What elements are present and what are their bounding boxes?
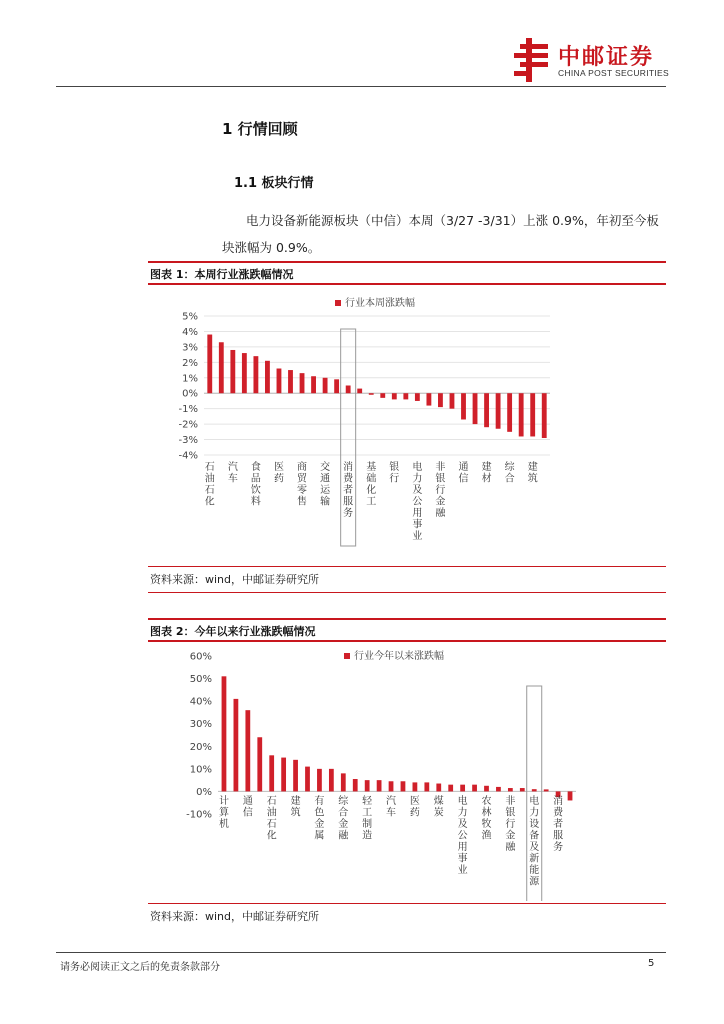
bar bbox=[219, 342, 224, 393]
figure2-top-rule bbox=[148, 618, 666, 620]
y-tick-label: -4% bbox=[178, 450, 198, 462]
bar bbox=[253, 356, 258, 393]
figure2-source: 资料来源：wind，中邮证券研究所 bbox=[150, 910, 320, 923]
figure1-top-rule bbox=[148, 261, 666, 263]
bar bbox=[207, 335, 212, 394]
ytd-industry-change-chart bbox=[148, 645, 666, 901]
subsection-heading: 1.1 板块行情 bbox=[234, 176, 314, 191]
x-category-label: 有色金属 bbox=[314, 796, 325, 842]
figure2-title: 图表 2：今年以来行业涨跌幅情况 bbox=[150, 625, 316, 638]
y-tick-label: 0% bbox=[182, 388, 198, 400]
bar bbox=[520, 788, 525, 791]
bar bbox=[277, 369, 282, 394]
bar bbox=[245, 710, 250, 791]
bar bbox=[380, 393, 385, 398]
bar bbox=[323, 378, 328, 393]
bar bbox=[401, 781, 406, 791]
x-category-label: 通信 bbox=[458, 462, 469, 485]
bar bbox=[507, 393, 512, 432]
bar bbox=[242, 353, 247, 393]
x-category-label: 电力及公用事业 bbox=[457, 796, 468, 876]
x-category-label: 建筑 bbox=[527, 462, 538, 485]
bar bbox=[508, 788, 513, 791]
bar bbox=[389, 781, 394, 791]
x-category-label: 电力设备及新能源 bbox=[529, 796, 540, 888]
bar bbox=[392, 393, 397, 399]
x-category-label: 汽车 bbox=[386, 796, 397, 819]
y-tick-label: -3% bbox=[178, 435, 198, 447]
bar bbox=[426, 393, 431, 405]
legend-label: 行业今年以来涨跌幅 bbox=[354, 651, 444, 662]
bar bbox=[424, 782, 429, 791]
y-tick-label: 40% bbox=[189, 696, 212, 708]
figure2-bottom-rule bbox=[148, 903, 666, 904]
bar bbox=[365, 780, 370, 791]
x-category-label: 消费者服务 bbox=[343, 462, 354, 519]
bar bbox=[484, 786, 489, 792]
bar bbox=[353, 779, 358, 791]
x-category-label: 煤炭 bbox=[433, 796, 444, 819]
bar bbox=[519, 393, 524, 436]
chart1-legend bbox=[335, 296, 415, 309]
bar bbox=[311, 376, 316, 393]
x-category-label: 农林牧渔 bbox=[481, 796, 492, 842]
y-tick-label: 60% bbox=[189, 651, 212, 663]
x-category-label: 食品饮料 bbox=[250, 462, 261, 508]
y-tick-label: 5% bbox=[182, 311, 198, 323]
bar bbox=[542, 393, 547, 438]
weekly-industry-change-chart bbox=[148, 288, 666, 564]
legend-label: 行业本周涨跌幅 bbox=[345, 298, 415, 309]
x-category-label: 石油石化 bbox=[266, 796, 277, 842]
bar bbox=[484, 393, 489, 427]
paragraph-line-1: 电力设备新能源板块（中信）本周（3/27 -3/31）上涨 0.9%，年初至今板 bbox=[246, 213, 659, 228]
x-category-label: 建材 bbox=[481, 462, 492, 485]
bar bbox=[461, 393, 466, 419]
y-tick-label: 2% bbox=[182, 357, 198, 369]
chart2-legend bbox=[344, 649, 444, 662]
x-category-label: 综合 bbox=[504, 462, 515, 485]
legend-swatch bbox=[344, 653, 350, 659]
bar bbox=[530, 393, 535, 436]
bar bbox=[234, 699, 239, 792]
bar bbox=[473, 393, 478, 424]
bar bbox=[496, 393, 501, 429]
bar bbox=[544, 789, 549, 791]
y-tick-label: 10% bbox=[189, 764, 212, 776]
x-category-label: 基础化工 bbox=[366, 462, 377, 508]
x-category-label: 汽车 bbox=[227, 462, 238, 485]
bar bbox=[436, 784, 441, 792]
bar bbox=[496, 787, 501, 792]
y-tick-label: 0% bbox=[196, 786, 212, 798]
bar bbox=[305, 767, 310, 792]
y-tick-label: 3% bbox=[182, 342, 198, 354]
x-category-label: 电力及公用事业 bbox=[412, 462, 423, 542]
bar bbox=[438, 393, 443, 407]
bar bbox=[472, 785, 477, 792]
bar bbox=[257, 737, 262, 791]
bar bbox=[281, 758, 286, 792]
china-post-logo-icon bbox=[512, 38, 552, 82]
header-divider bbox=[56, 86, 666, 87]
bar bbox=[317, 769, 322, 792]
bar bbox=[568, 791, 573, 800]
x-category-label: 商贸零售 bbox=[297, 462, 308, 508]
page-number: 5 bbox=[648, 958, 655, 969]
x-category-label: 综合金融 bbox=[338, 796, 349, 842]
x-category-label: 通信 bbox=[242, 796, 253, 819]
figure1-source: 资料来源：wind，中邮证券研究所 bbox=[150, 573, 320, 586]
bar bbox=[532, 789, 537, 791]
x-category-label: 非银行金融 bbox=[435, 462, 446, 519]
x-category-label: 消费者服务 bbox=[553, 796, 564, 853]
x-category-label: 医药 bbox=[273, 462, 284, 485]
bar bbox=[329, 769, 334, 792]
y-tick-label: 1% bbox=[182, 373, 198, 385]
paragraph-line-2: 块涨幅为 0.9%。 bbox=[222, 240, 321, 255]
bar bbox=[222, 676, 227, 791]
brand-name-en: CHINA POST SECURITIES bbox=[558, 68, 669, 78]
y-tick-label: 20% bbox=[189, 741, 212, 753]
figure2-title-rule bbox=[148, 640, 666, 642]
bar bbox=[369, 393, 374, 395]
bar bbox=[460, 785, 465, 792]
x-category-label: 计算机 bbox=[218, 796, 229, 830]
brand-logo bbox=[512, 38, 672, 84]
bar bbox=[269, 755, 274, 791]
y-tick-label: -2% bbox=[178, 419, 198, 431]
x-category-label: 建筑 bbox=[290, 796, 301, 819]
figure1-title: 图表 1：本周行业涨跌幅情况 bbox=[150, 268, 294, 281]
y-tick-label: -1% bbox=[178, 404, 198, 416]
bar bbox=[293, 760, 298, 792]
bar bbox=[230, 350, 235, 393]
x-category-label: 医药 bbox=[409, 796, 420, 819]
section-heading: 1 行情回顾 bbox=[222, 120, 298, 138]
x-category-label: 石油石化 bbox=[204, 462, 215, 508]
x-category-label: 轻工制造 bbox=[362, 796, 373, 842]
bar bbox=[300, 373, 305, 393]
y-tick-label: 4% bbox=[182, 326, 198, 338]
bar bbox=[288, 370, 293, 393]
bar bbox=[377, 780, 382, 791]
brand-name-cn: 中邮证券 bbox=[558, 45, 655, 70]
bar bbox=[403, 393, 408, 399]
footer-divider bbox=[56, 952, 666, 953]
figure1-title-rule bbox=[148, 283, 666, 285]
bar bbox=[334, 379, 339, 393]
y-tick-label: 50% bbox=[189, 674, 212, 686]
x-category-label: 银行 bbox=[389, 462, 400, 485]
bar bbox=[415, 393, 420, 401]
bar bbox=[413, 782, 418, 791]
x-category-label: 交通运输 bbox=[320, 462, 331, 508]
bar bbox=[448, 785, 453, 792]
footer-disclaimer: 请务必阅读正文之后的免责条款部分 bbox=[60, 962, 220, 973]
bar bbox=[346, 386, 351, 394]
legend-swatch bbox=[335, 300, 341, 306]
figure1-source-rule bbox=[148, 592, 666, 593]
y-tick-label: -10% bbox=[186, 809, 212, 821]
y-tick-label: 30% bbox=[189, 719, 212, 731]
figure1-bottom-rule bbox=[148, 566, 666, 567]
bar bbox=[265, 361, 270, 393]
bar bbox=[357, 389, 362, 394]
x-category-label: 非银行金融 bbox=[505, 796, 516, 853]
bar bbox=[450, 393, 455, 408]
bar bbox=[341, 773, 346, 791]
